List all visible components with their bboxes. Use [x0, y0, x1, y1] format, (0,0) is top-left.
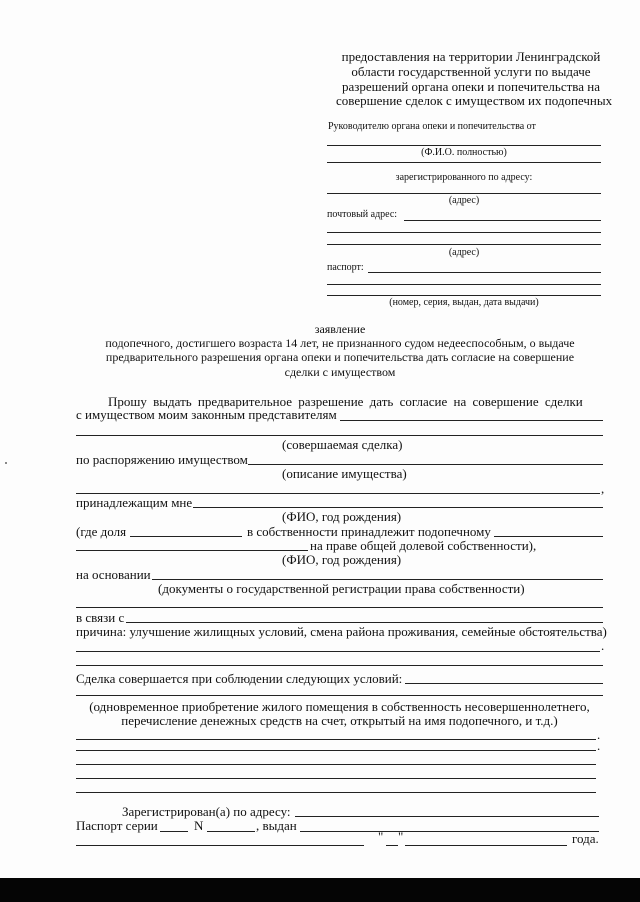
reason-label: в связи с — [76, 610, 125, 625]
passport-series-label: Паспорт серии — [76, 818, 158, 833]
series-line — [160, 831, 188, 832]
share-line — [130, 536, 242, 537]
address-line-1 — [327, 193, 601, 194]
conditions-caption-1: (одновременное приобретение жилого помещения в собственность несовершеннолетнего, — [89, 699, 590, 714]
title-line-2: предварительного разрешения органа опеки и попечительства дать согласие на совершение — [105, 350, 575, 364]
fio-line-2 — [327, 162, 601, 163]
conditions-line-3 — [76, 739, 596, 740]
property-line — [76, 493, 600, 494]
conditions-line-4 — [76, 750, 596, 751]
conditions-line — [405, 683, 603, 684]
postal-line-3 — [327, 244, 601, 245]
docs-line — [76, 607, 603, 608]
ward-line — [494, 536, 603, 537]
conditions-dot-2: . — [597, 738, 601, 753]
conditions-line-6 — [76, 778, 596, 779]
month-line — [405, 845, 567, 846]
issued-line — [300, 831, 599, 832]
issued-label: , выдан — [256, 818, 297, 833]
conditions-line-5 — [76, 764, 596, 765]
header-line-4: совершение сделок с имуществом их подопечных — [336, 93, 613, 108]
conditions-caption-2: перечисление денежных средств на счет, открытый на имя подопечного, и т.д.) — [121, 713, 558, 728]
belonging-label: принадлежащим мне — [76, 495, 193, 510]
issuer-line — [76, 845, 364, 846]
share-mid: в собственности принадлежит подопечному — [247, 524, 491, 539]
address-caption-2: (адрес) — [448, 247, 480, 258]
fio-birth-caption-2: (ФИО, год рождения) — [282, 552, 402, 567]
basis-line — [152, 579, 603, 580]
conditions-line-7 — [76, 792, 596, 793]
title-line-3: сделки с имуществом — [284, 365, 396, 379]
passport-line-1 — [368, 272, 601, 273]
fio-line — [327, 145, 601, 146]
reason-line-2 — [76, 651, 600, 652]
header-line-3: разрешений органа опеки и попечительства на — [341, 79, 600, 94]
conditions-line-2 — [76, 695, 603, 696]
registered-label: Зарегистрирован(а) по адресу: — [122, 804, 291, 819]
docs-caption: (документы о государственной регистрации права собственности) — [158, 581, 525, 596]
registered-line — [295, 816, 599, 817]
passport-caption: (номер, серия, выдан, дата выдачи) — [389, 297, 539, 308]
fio-birth-caption-1: (ФИО, год рождения) — [282, 509, 402, 524]
addressee-head: Руководителю органа опеки и попечительства от — [328, 121, 536, 132]
postal-line-1 — [404, 220, 601, 221]
disposal-label: по распоряжению имуществом — [76, 452, 248, 467]
share-open: (где доля — [76, 524, 127, 539]
deal-caption: (совершаемая сделка) — [282, 437, 403, 452]
passport-line-3 — [327, 295, 601, 296]
property-comma: , — [601, 481, 605, 496]
request-line-2: с имуществом моим законным представителям — [76, 407, 337, 422]
reason-line-3 — [76, 665, 603, 666]
registered-caption: зарегистрированного по адресу: — [395, 172, 533, 183]
title-word: заявление — [314, 322, 366, 336]
postal-label: почтовый адрес: — [327, 209, 398, 220]
year-label: года. — [572, 831, 599, 846]
disposal-line — [248, 464, 603, 465]
quote-close: " — [398, 829, 404, 844]
representatives-line — [340, 420, 603, 421]
reason-caption: причина: улучшение жилищных условий, смена района проживания, семейные обстоятельства) — [76, 624, 607, 639]
header-line-1: предоставления на территории Ленинградской — [341, 49, 601, 64]
share-tail: на праве общей долевой собственности), — [310, 538, 537, 553]
coowner-line — [76, 550, 308, 551]
scan-speck — [5, 462, 7, 464]
deal-line — [76, 435, 603, 436]
fio-caption: (Ф.И.О. полностью) — [421, 147, 507, 158]
passport-n-label: N — [194, 818, 204, 833]
conditions-dot-1: . — [597, 727, 601, 742]
conditions-label: Сделка совершается при соблюдении следующих условий: — [76, 671, 403, 686]
request-line-1: Прошу выдать предварительное разрешение дать согласие на совершение сделки — [108, 394, 583, 409]
address-caption-1: (адрес) — [448, 195, 480, 206]
passport-label: паспорт: — [327, 262, 364, 273]
reason-dot: . — [601, 638, 605, 653]
header-line-2: области государственной услуги по выдаче — [351, 64, 591, 79]
scan-edge-bar — [0, 878, 640, 902]
postal-line-2 — [327, 232, 601, 233]
day-line — [386, 845, 398, 846]
number-line — [207, 831, 255, 832]
title-line-1: подопечного, достигшего возраста 14 лет, не признанного судом недееспособным, о выдаче — [105, 336, 575, 350]
basis-label: на основании — [76, 567, 151, 582]
quote-open: " — [378, 829, 384, 844]
property-caption: (описание имущества) — [282, 466, 407, 481]
reason-line — [126, 622, 603, 623]
belonging-line — [193, 507, 603, 508]
passport-line-2 — [327, 284, 601, 285]
